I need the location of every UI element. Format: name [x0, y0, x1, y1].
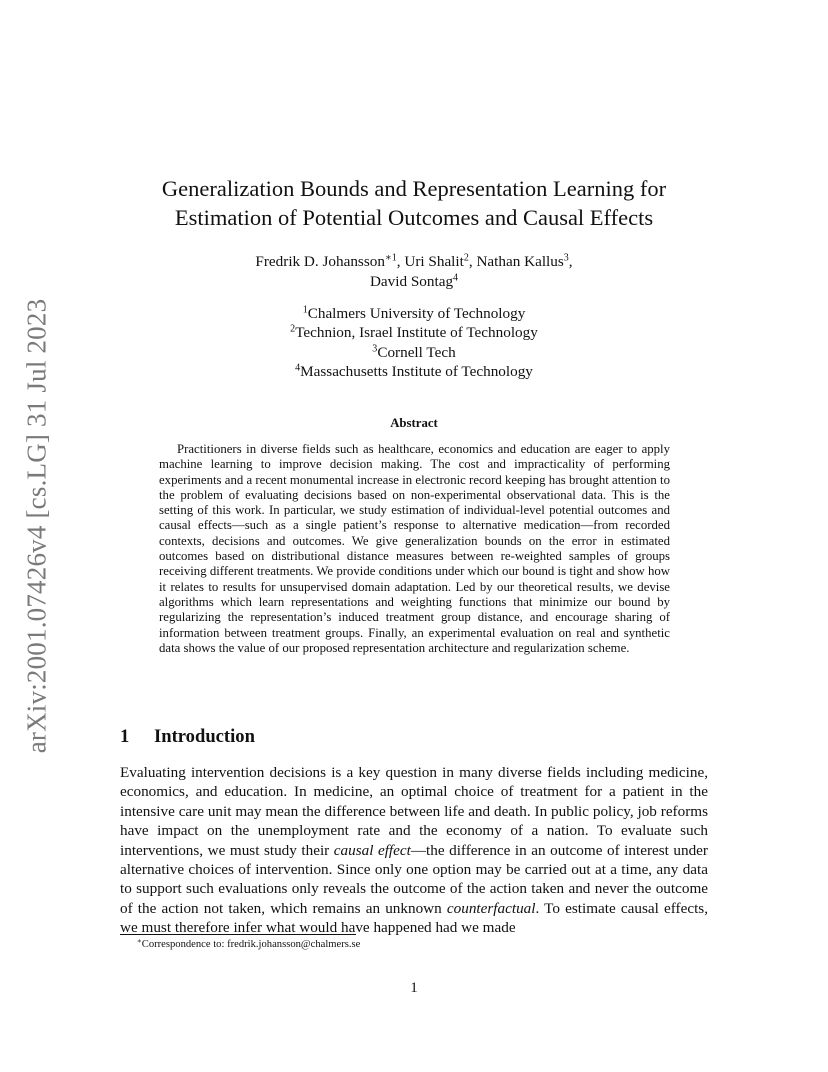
affiliation-3 [120, 343, 708, 362]
title-line-1: Generalization Bounds and Representation Learning for [161, 176, 667, 201]
title-line-2: Estimation of Potential Outcomes and Causal Effects [174, 205, 654, 230]
footnote-text: Correspondence to: fredrik.johansson@chalmers.se [141, 939, 361, 950]
author-3-mark: 3 [563, 252, 569, 264]
intro-emphasis-causal-effect: causal effect [333, 841, 411, 859]
intro-emphasis-counterfactual: counterfactual [446, 899, 536, 917]
affiliation-1 [120, 304, 708, 323]
affiliation-1-name: Chalmers University of Technology [307, 305, 526, 322]
affiliation-1-mark: 1 [302, 304, 308, 316]
affiliation-2 [120, 323, 708, 342]
paper-title [120, 174, 708, 232]
author-list: Fredrik D. Johansson$^{∗1}$, Uri Shalit$^2$, Nathan Kallus$^3$, David Sontag$^4$ [255, 252, 573, 290]
footnote-mark: ∗ [137, 937, 142, 946]
author-1: Fredrik D. Johansson [255, 253, 385, 270]
author-2: Uri Shalit [404, 253, 464, 270]
affiliation-4-mark: 4 [295, 362, 301, 374]
section-heading [120, 726, 255, 748]
affiliation-2-mark: 2 [290, 323, 296, 335]
arxiv-stamp-text: arXiv:2001.07426v4 [cs.LG] 31 Jul 2023 [21, 298, 52, 754]
author-3: Nathan Kallus [476, 253, 564, 270]
affiliation-2-name: Technion, Israel Institute of Technology [295, 324, 538, 342]
section-title: Introduction [154, 726, 255, 747]
author-4: David Sontag [369, 272, 454, 290]
footnote [137, 939, 360, 950]
affiliation-4-name: Massachusetts Institute of Technology [300, 362, 533, 380]
affiliation-list [120, 304, 708, 381]
author-1-mark: ∗1 [384, 252, 397, 264]
arxiv-stamp [22, 295, 52, 757]
author-2-mark: 2 [463, 252, 469, 264]
intro-paragraph [120, 763, 708, 938]
author-4-mark: 4 [453, 271, 459, 283]
intro-text-2: —the difference in an outcome of interest under alternative choices of intervention. Since only one option may be carried out at a time, any data to support such evaluations only reveals the outcome of the action taken and never the outcome of the action not taken, which remains an unknown [120, 841, 708, 917]
intro-text-1: Evaluating intervention decisions is a key question in many diverse fields including medicine, economics, and education. In medicine, an optimal choice of treatment for a patient in the intensive care unit may mean the difference between life and death. In public policy, job reforms have impact on the unemployment rate and the economy of a nation. To evaluate such interventions, we must study their [120, 764, 708, 859]
intro-text-3: . To estimate causal effects, we must therefore infer what would have happened had we made [120, 899, 708, 937]
section-number: 1 [120, 726, 130, 747]
affiliation-4 [120, 362, 708, 381]
footnote-rule [120, 934, 356, 935]
affiliation-3-name: Cornell Tech [377, 343, 456, 361]
affiliation-3-mark: 3 [372, 343, 378, 355]
abstract-body: Practitioners in diverse fields such as healthcare, economics and education are eager to apply machine learning to improve decision making. The cost and impracticality of performing experiments and a recent monumental increase in electronic record keeping has brought attention to the problem of evaluating decisions based on non-experimental observational data. This is the setting of this work. In particular, we study estimation of individual-level potential outcomes and causal effects—such as a single patient’s response to alternative medication—from recorded contexts, decisions and outcomes. We give generalization bounds on the error in estimated outcomes based on distributional distance measures between re-weighted samples of groups receiving different treatments. We provide conditions under which our bound is tight and show how it relates to results for unsupervised domain adaptation. Led by our theoretical results, we devise algorithms which learn representations and weighting functions that minimize our bound by regularizing the representation’s induced treatment group distance, and encourage sharing of information between treatment groups. Finally, an experimental evaluation on real and synthetic data shows the value of our proposed representation architecture and regularization scheme. [159, 442, 670, 655]
page-number: 1 [410, 980, 418, 996]
abstract-heading: Abstract [390, 416, 438, 430]
